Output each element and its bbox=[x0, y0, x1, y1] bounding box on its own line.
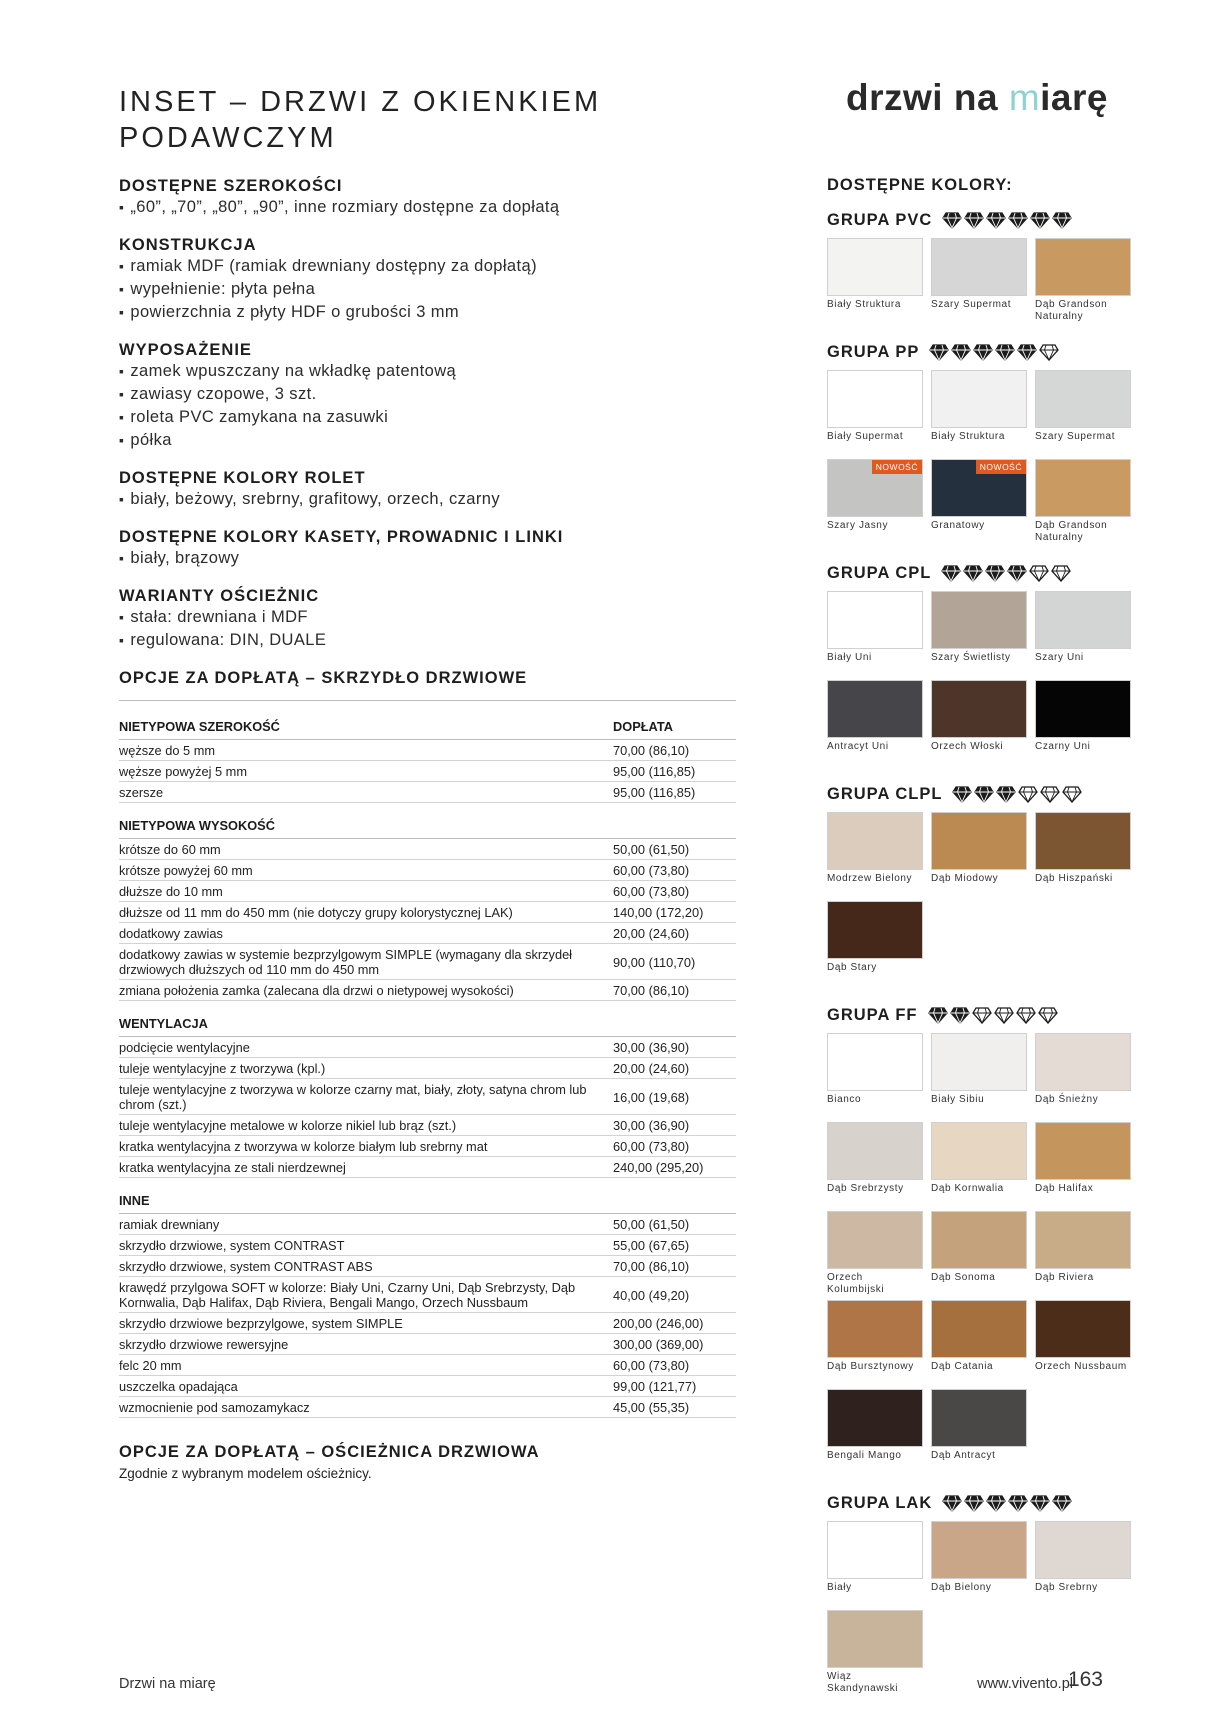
options-table bbox=[119, 700, 736, 1418]
diamond-outline-icon bbox=[1029, 565, 1049, 582]
color-swatch[interactable] bbox=[1035, 1521, 1131, 1610]
swatch-label: Dąb Stary bbox=[827, 962, 877, 973]
swatch-label: Dąb Antracyt bbox=[931, 1450, 996, 1461]
color-swatch[interactable] bbox=[827, 459, 923, 548]
list-item: ▪ ramiak MDF (ramiak drewniany dostępny za dopłatą) bbox=[119, 255, 739, 278]
color-swatch[interactable] bbox=[931, 812, 1027, 901]
color-swatch[interactable] bbox=[1035, 680, 1131, 769]
color-swatch[interactable] bbox=[931, 459, 1027, 548]
diamond-filled-icon bbox=[1008, 1495, 1028, 1512]
table-row bbox=[119, 839, 736, 860]
diamond-filled-icon bbox=[986, 1495, 1006, 1512]
option-description: dłuższe od 11 mm do 450 mm (nie dotyczy grupy kolorystycznej LAK) bbox=[119, 905, 513, 920]
option-price: 140,00 (172,20) bbox=[613, 905, 704, 920]
brand-logo bbox=[846, 76, 1108, 120]
section-heading: WARIANTY OŚCIEŻNIC bbox=[119, 587, 320, 605]
color-group-header bbox=[827, 785, 1147, 804]
option-price: 20,00 (24,60) bbox=[613, 1061, 690, 1076]
swatch-label: Dąb Riviera bbox=[1035, 1272, 1094, 1283]
list-item: ▪ stała: drewniana i MDF bbox=[119, 606, 739, 629]
color-swatch[interactable] bbox=[1035, 1033, 1131, 1122]
swatch-label: Biały bbox=[827, 1582, 852, 1593]
option-description: krótsze powyżej 60 mm bbox=[119, 863, 253, 878]
swatch-label: Biały Uni bbox=[827, 652, 872, 663]
diamond-filled-icon bbox=[950, 1007, 970, 1024]
option-description: felc 20 mm bbox=[119, 1358, 182, 1373]
table-row bbox=[119, 944, 736, 980]
colors-heading: DOSTĘPNE KOLORY: bbox=[827, 176, 1013, 194]
swatch-label: Modrzew Bielony bbox=[827, 873, 913, 884]
option-description: szersze bbox=[119, 785, 164, 800]
swatch-sample bbox=[827, 1033, 923, 1091]
title-line-1: INSET – DRZWI Z OKIENKIEM bbox=[119, 86, 602, 118]
diamond-outline-icon bbox=[1038, 1007, 1058, 1024]
option-description: uszczelka opadająca bbox=[119, 1379, 238, 1394]
swatch-sample bbox=[931, 591, 1027, 649]
color-group-name: GRUPA PVC bbox=[827, 211, 933, 229]
diamond-filled-icon bbox=[941, 565, 961, 582]
swatch-sample bbox=[1035, 1033, 1131, 1091]
section-list bbox=[119, 488, 739, 511]
option-price: 99,00 (121,77) bbox=[613, 1379, 697, 1394]
color-group-name: GRUPA CPL bbox=[827, 564, 932, 582]
section-list bbox=[119, 360, 739, 452]
table-row bbox=[119, 902, 736, 923]
frame-heading: OPCJE ZA DOPŁATĄ – OŚCIEŻNICA DRZWIOWA bbox=[119, 1443, 540, 1461]
swatch-label: Szary Świetlisty bbox=[931, 652, 1011, 663]
color-swatch[interactable] bbox=[827, 1211, 923, 1300]
color-swatch[interactable] bbox=[931, 1122, 1027, 1211]
table-row bbox=[119, 1058, 736, 1079]
diamond-filled-icon bbox=[1030, 1495, 1050, 1512]
option-description: krawędź przylgowa SOFT w kolorze: Biały Uni, Czarny Uni, Dąb Srebrzysty, Dąb Kornwalia, Dąb Halifax, Dąb Riviera, Bengali Mango, Orzech Nussbaum bbox=[119, 1280, 576, 1310]
option-description: tuleje wentylacyjne z tworzywa (kpl.) bbox=[119, 1061, 326, 1076]
swatch-sample bbox=[1035, 1521, 1131, 1579]
color-group-header bbox=[827, 1006, 1147, 1025]
color-group-name: GRUPA LAK bbox=[827, 1494, 933, 1512]
swatch-label: Dąb Bursztynowy bbox=[827, 1361, 914, 1372]
color-swatch[interactable] bbox=[827, 1389, 923, 1478]
table-row bbox=[119, 1334, 736, 1355]
swatch-sample bbox=[1035, 812, 1131, 870]
swatch-label: Orzech Nussbaum bbox=[1035, 1361, 1127, 1372]
swatch-sample bbox=[1035, 1122, 1131, 1180]
group-header: WENTYLACJA bbox=[119, 1001, 736, 1037]
swatch-sample bbox=[931, 1300, 1027, 1358]
list-item: ▪ „60”, „70”, „80”, „90”, inne rozmiary dostępne za dopłatą bbox=[119, 196, 739, 219]
diamond-outline-icon bbox=[1016, 1007, 1036, 1024]
color-group-name: GRUPA PP bbox=[827, 343, 920, 361]
diamond-outline-icon bbox=[1018, 786, 1038, 803]
table-row bbox=[119, 881, 736, 902]
option-description: skrzydło drzwiowe, system CONTRAST bbox=[119, 1238, 345, 1253]
swatch-label: Dąb Kornwalia bbox=[931, 1183, 1004, 1194]
table-row bbox=[119, 1115, 736, 1136]
color-swatch[interactable] bbox=[931, 370, 1027, 459]
table-row bbox=[119, 1355, 736, 1376]
table-row bbox=[119, 782, 736, 803]
color-swatch[interactable] bbox=[1035, 812, 1131, 901]
color-swatch[interactable] bbox=[1035, 459, 1131, 548]
swatch-label: Granatowy bbox=[931, 520, 985, 531]
price-column-header: DOPŁATA bbox=[613, 719, 673, 734]
diamond-filled-icon bbox=[986, 212, 1006, 229]
color-swatch[interactable] bbox=[827, 680, 923, 769]
color-swatch[interactable] bbox=[931, 1300, 1027, 1389]
swatch-sample bbox=[1035, 370, 1131, 428]
option-price: 200,00 (246,00) bbox=[613, 1316, 704, 1331]
option-price: 20,00 (24,60) bbox=[613, 926, 690, 941]
spec-column bbox=[119, 176, 739, 1481]
swatch-label: Dąb Bielony bbox=[931, 1582, 992, 1593]
swatch-label: Szary Supermat bbox=[931, 299, 1012, 310]
color-group-name: GRUPA CLPL bbox=[827, 785, 943, 803]
footer-url[interactable]: www.vivento.pl bbox=[977, 1676, 1073, 1692]
list-item: ▪ zawiasy czopowe, 3 szt. bbox=[119, 383, 739, 406]
swatch-label: Dąb Hiszpański bbox=[1035, 873, 1113, 884]
swatch-sample bbox=[827, 459, 923, 517]
table-row bbox=[119, 1214, 736, 1235]
color-swatch[interactable] bbox=[827, 1033, 923, 1122]
swatch-label: Dąb Sonoma bbox=[931, 1272, 996, 1283]
section-heading: DOSTĘPNE KOLORY KASETY, PROWADNIC I LINKI bbox=[119, 528, 564, 546]
swatch-label: Dąb Grandson Naturalny bbox=[1035, 520, 1108, 543]
swatch-sample bbox=[1035, 1300, 1131, 1358]
color-swatch[interactable] bbox=[827, 1521, 923, 1610]
table-row bbox=[119, 1397, 736, 1418]
option-price: 30,00 (36,90) bbox=[613, 1040, 690, 1055]
swatch-grid bbox=[827, 1033, 1147, 1478]
list-item: ▪ wypełnienie: płyta pełna bbox=[119, 278, 739, 301]
color-swatch[interactable] bbox=[827, 1122, 923, 1211]
swatch-sample bbox=[1035, 1211, 1131, 1269]
swatch-sample bbox=[931, 812, 1027, 870]
swatch-label: Dąb Srebrny bbox=[1035, 1582, 1098, 1593]
section-heading: DOSTĘPNE SZEROKOŚCI bbox=[119, 177, 343, 195]
table-header bbox=[119, 701, 736, 740]
diamond-filled-icon bbox=[1007, 565, 1027, 582]
section-list bbox=[119, 255, 739, 324]
diamond-filled-icon bbox=[963, 565, 983, 582]
swatch-sample bbox=[1035, 591, 1131, 649]
diamond-filled-icon bbox=[951, 344, 971, 361]
footer-left: Drzwi na miarę bbox=[119, 1676, 216, 1692]
swatch-label: Wiąz Skandynawski bbox=[827, 1671, 899, 1694]
frame-note: Zgodnie z wybranym modelem ościeżnicy. bbox=[119, 1466, 372, 1481]
option-price: 60,00 (73,80) bbox=[613, 1139, 690, 1154]
table-row bbox=[119, 1079, 736, 1115]
option-price: 240,00 (295,20) bbox=[613, 1160, 704, 1175]
page-number: 163 bbox=[1067, 1668, 1103, 1691]
color-swatch[interactable] bbox=[1035, 370, 1131, 459]
swatch-label: Czarny Uni bbox=[1035, 741, 1091, 752]
color-swatch[interactable] bbox=[827, 1610, 923, 1699]
section-list bbox=[119, 606, 739, 652]
swatch-label: Dąb Miodowy bbox=[931, 873, 999, 884]
option-description: węższe powyżej 5 mm bbox=[119, 764, 248, 779]
option-description: tuleje wentylacyjne metalowe w kolorze nikiel lub brąz (szt.) bbox=[119, 1118, 457, 1133]
swatch-sample bbox=[931, 1033, 1027, 1091]
option-description: skrzydło drzwiowe rewersyjne bbox=[119, 1337, 289, 1352]
group-header: NIETYPOWA WYSOKOŚĆ bbox=[119, 803, 736, 839]
quality-rating bbox=[929, 344, 1059, 361]
logo-part-2: iarę bbox=[1040, 77, 1108, 118]
option-price: 90,00 (110,70) bbox=[613, 954, 696, 970]
option-price: 95,00 (116,85) bbox=[613, 785, 696, 800]
option-description: kratka wentylacyjna ze stali nierdzewnej bbox=[119, 1160, 346, 1175]
color-swatch[interactable] bbox=[827, 901, 923, 990]
option-description: kratka wentylacyjna z tworzywa w kolorze białym lub srebrny mat bbox=[119, 1139, 488, 1154]
diamond-filled-icon bbox=[928, 1007, 948, 1024]
color-swatch[interactable] bbox=[1035, 1300, 1131, 1389]
swatch-sample bbox=[931, 680, 1027, 738]
diamond-outline-icon bbox=[1039, 344, 1059, 361]
option-description: ramiak drewniany bbox=[119, 1217, 220, 1232]
swatch-sample bbox=[827, 680, 923, 738]
diamond-filled-icon bbox=[985, 565, 1005, 582]
new-badge: NOWOŚĆ bbox=[872, 460, 922, 474]
section-list bbox=[119, 547, 739, 570]
diamond-filled-icon bbox=[974, 786, 994, 803]
swatch-sample bbox=[931, 1122, 1027, 1180]
option-description: dodatkowy zawias w systemie bezprzylgowym SIMPLE (wymagany dla skrzydeł drzwiowych dłuższych od 110 mm do 450 mm bbox=[119, 947, 573, 977]
diamond-outline-icon bbox=[972, 1007, 992, 1024]
option-price: 50,00 (61,50) bbox=[613, 842, 690, 857]
swatch-sample bbox=[827, 1610, 923, 1668]
diamond-outline-icon bbox=[1051, 565, 1071, 582]
swatch-label: Szary Uni bbox=[1035, 652, 1084, 663]
color-group-header bbox=[827, 211, 1147, 230]
swatch-sample bbox=[827, 1122, 923, 1180]
swatch-sample bbox=[931, 1521, 1027, 1579]
list-item: ▪ powierzchnia z płyty HDF o grubości 3 mm bbox=[119, 301, 739, 324]
table-row bbox=[119, 1235, 736, 1256]
color-swatch[interactable] bbox=[827, 370, 923, 459]
group-header: INNE bbox=[119, 1178, 736, 1214]
option-price: 70,00 (86,10) bbox=[613, 743, 690, 758]
section-heading: DOSTĘPNE KOLORY ROLET bbox=[119, 469, 366, 487]
table-row bbox=[119, 1376, 736, 1397]
table-row bbox=[119, 740, 736, 761]
list-item: ▪ półka bbox=[119, 429, 739, 452]
color-swatch[interactable] bbox=[1035, 1211, 1131, 1300]
option-price: 60,00 (73,80) bbox=[613, 1358, 690, 1373]
swatch-sample bbox=[827, 1521, 923, 1579]
swatch-sample bbox=[1035, 238, 1131, 296]
color-swatch[interactable] bbox=[827, 1300, 923, 1389]
diamond-filled-icon bbox=[964, 1495, 984, 1512]
option-description: dłuższe do 10 mm bbox=[119, 884, 223, 899]
color-swatch[interactable] bbox=[827, 812, 923, 901]
option-price: 60,00 (73,80) bbox=[613, 884, 690, 899]
diamond-filled-icon bbox=[996, 786, 1016, 803]
diamond-filled-icon bbox=[942, 1495, 962, 1512]
section-heading: KONSTRUKCJA bbox=[119, 236, 257, 254]
swatch-sample bbox=[931, 459, 1027, 517]
spec-sections bbox=[119, 176, 739, 652]
option-description: wzmocnienie pod samozamykacz bbox=[119, 1400, 310, 1415]
diamond-filled-icon bbox=[973, 344, 993, 361]
table-row bbox=[119, 1037, 736, 1058]
option-price: 40,00 (49,20) bbox=[613, 1287, 690, 1303]
swatch-label: Dąb Catania bbox=[931, 1361, 994, 1372]
swatch-grid bbox=[827, 812, 1147, 990]
swatch-sample bbox=[931, 1389, 1027, 1447]
diamond-filled-icon bbox=[952, 786, 972, 803]
table-row bbox=[119, 1277, 736, 1313]
diamond-filled-icon bbox=[1052, 1495, 1072, 1512]
diamond-filled-icon bbox=[995, 344, 1015, 361]
color-swatch[interactable] bbox=[931, 238, 1027, 327]
color-swatch[interactable] bbox=[1035, 591, 1131, 680]
table-row bbox=[119, 923, 736, 944]
option-description: krótsze do 60 mm bbox=[119, 842, 221, 857]
table-row bbox=[119, 1136, 736, 1157]
diamond-outline-icon bbox=[994, 1007, 1014, 1024]
table-row bbox=[119, 860, 736, 881]
swatch-sample bbox=[827, 901, 923, 959]
option-price: 30,00 (36,90) bbox=[613, 1118, 690, 1133]
swatch-label: Bianco bbox=[827, 1094, 862, 1105]
table-row bbox=[119, 980, 736, 1001]
swatch-label: Szary Jasny bbox=[827, 520, 889, 531]
diamond-filled-icon bbox=[964, 212, 984, 229]
color-groups bbox=[827, 211, 1147, 1699]
table-row bbox=[119, 1157, 736, 1178]
swatch-sample bbox=[1035, 459, 1131, 517]
color-group-header bbox=[827, 1494, 1147, 1513]
diamond-outline-icon bbox=[1062, 786, 1082, 803]
option-price: 70,00 (86,10) bbox=[613, 983, 690, 998]
option-price: 70,00 (86,10) bbox=[613, 1259, 690, 1274]
page-title bbox=[119, 84, 601, 156]
swatch-sample bbox=[827, 1300, 923, 1358]
swatch-grid bbox=[827, 238, 1147, 327]
swatch-sample bbox=[931, 238, 1027, 296]
swatch-sample bbox=[827, 238, 923, 296]
color-swatch[interactable] bbox=[1035, 238, 1131, 327]
color-swatch[interactable] bbox=[931, 1389, 1027, 1478]
list-item: ▪ zamek wpuszczany na wkładkę patentową bbox=[119, 360, 739, 383]
swatch-label: Bengali Mango bbox=[827, 1450, 902, 1461]
list-item: ▪ biały, brązowy bbox=[119, 547, 739, 570]
logo-part-1: drzwi na bbox=[846, 77, 1009, 118]
color-swatch[interactable] bbox=[827, 238, 923, 327]
option-price: 45,00 (55,35) bbox=[613, 1400, 690, 1415]
swatch-sample bbox=[827, 1389, 923, 1447]
list-item: ▪ regulowana: DIN, DUALE bbox=[119, 629, 739, 652]
swatch-label: Orzech Włoski bbox=[931, 741, 1004, 752]
new-badge: NOWOŚĆ bbox=[976, 460, 1026, 474]
title-line-2: PODAWCZYM bbox=[119, 122, 337, 154]
option-price: 60,00 (73,80) bbox=[613, 863, 690, 878]
diamond-filled-icon bbox=[1008, 212, 1028, 229]
swatch-label: Biały Sibiu bbox=[931, 1094, 985, 1105]
color-swatch[interactable] bbox=[931, 680, 1027, 769]
option-description: skrzydło drzwiowe, system CONTRAST ABS bbox=[119, 1259, 373, 1274]
section-heading: WYPOSAŻENIE bbox=[119, 341, 252, 359]
swatch-label: Biały Struktura bbox=[827, 299, 902, 310]
swatch-label: Biały Supermat bbox=[827, 431, 904, 442]
option-description: skrzydło drzwiowe bezprzylgowe, system SIMPLE bbox=[119, 1316, 403, 1331]
option-price: 300,00 (369,00) bbox=[613, 1337, 704, 1352]
swatch-label: Dąb Halifax bbox=[1035, 1183, 1094, 1194]
swatch-sample bbox=[827, 370, 923, 428]
diamond-outline-icon bbox=[1040, 786, 1060, 803]
option-description: węższe do 5 mm bbox=[119, 743, 216, 758]
swatch-label: Dąb Grandson Naturalny bbox=[1035, 299, 1108, 322]
quality-rating bbox=[928, 1007, 1058, 1024]
diamond-filled-icon bbox=[1030, 212, 1050, 229]
swatch-sample bbox=[931, 370, 1027, 428]
diamond-filled-icon bbox=[1017, 344, 1037, 361]
swatch-grid bbox=[827, 370, 1147, 548]
color-swatch[interactable] bbox=[827, 591, 923, 680]
color-group-name: GRUPA FF bbox=[827, 1006, 918, 1024]
logo-m: m bbox=[1008, 77, 1041, 118]
swatch-sample bbox=[827, 812, 923, 870]
colors-column bbox=[827, 176, 1147, 1699]
color-swatch[interactable] bbox=[1035, 1122, 1131, 1211]
group-header-0: NIETYPOWA SZEROKOŚĆ bbox=[119, 719, 280, 734]
color-group-header bbox=[827, 564, 1147, 583]
swatch-sample bbox=[1035, 680, 1131, 738]
option-description: tuleje wentylacyjne z tworzywa w kolorze czarny mat, biały, złoty, satyna chrom lub chrom (szt.) bbox=[119, 1082, 587, 1112]
color-swatch[interactable] bbox=[931, 1521, 1027, 1610]
options-heading: OPCJE ZA DOPŁATĄ – SKRZYDŁO DRZWIOWE bbox=[119, 669, 528, 687]
color-swatch[interactable] bbox=[931, 591, 1027, 680]
color-group-header bbox=[827, 343, 1147, 362]
option-price: 95,00 (116,85) bbox=[613, 764, 696, 779]
section-list bbox=[119, 196, 739, 219]
option-price: 50,00 (61,50) bbox=[613, 1217, 690, 1232]
swatch-sample bbox=[827, 1211, 923, 1269]
quality-rating bbox=[942, 212, 1072, 229]
option-price: 16,00 (19,68) bbox=[613, 1089, 690, 1105]
swatch-label: Antracyt Uni bbox=[827, 741, 889, 752]
table-row bbox=[119, 1256, 736, 1277]
diamond-filled-icon bbox=[942, 212, 962, 229]
swatch-label: Orzech Kolumbijski bbox=[827, 1272, 885, 1295]
swatch-label: Biały Struktura bbox=[931, 431, 1006, 442]
list-item: ▪ biały, beżowy, srebrny, grafitowy, orzech, czarny bbox=[119, 488, 739, 511]
option-description: dodatkowy zawias bbox=[119, 926, 223, 941]
swatch-label: Dąb Śnieżny bbox=[1035, 1094, 1099, 1105]
color-swatch[interactable] bbox=[931, 1211, 1027, 1300]
table-row bbox=[119, 1313, 736, 1334]
swatch-grid bbox=[827, 591, 1147, 769]
list-item: ▪ roleta PVC zamykana na zasuwki bbox=[119, 406, 739, 429]
quality-rating bbox=[942, 1495, 1072, 1512]
table-row bbox=[119, 761, 736, 782]
quality-rating bbox=[941, 565, 1071, 582]
option-description: zmiana położenia zamka (zalecana dla drzwi o nietypowej wysokości) bbox=[119, 983, 514, 998]
swatch-label: Dąb Srebrzysty bbox=[827, 1183, 904, 1194]
diamond-filled-icon bbox=[929, 344, 949, 361]
swatch-label: Szary Supermat bbox=[1035, 431, 1116, 442]
quality-rating bbox=[952, 786, 1082, 803]
color-swatch[interactable] bbox=[931, 1033, 1027, 1122]
option-price: 55,00 (67,65) bbox=[613, 1238, 690, 1253]
diamond-filled-icon bbox=[1052, 212, 1072, 229]
option-description: podcięcie wentylacyjne bbox=[119, 1040, 250, 1055]
swatch-sample bbox=[827, 591, 923, 649]
swatch-sample bbox=[931, 1211, 1027, 1269]
